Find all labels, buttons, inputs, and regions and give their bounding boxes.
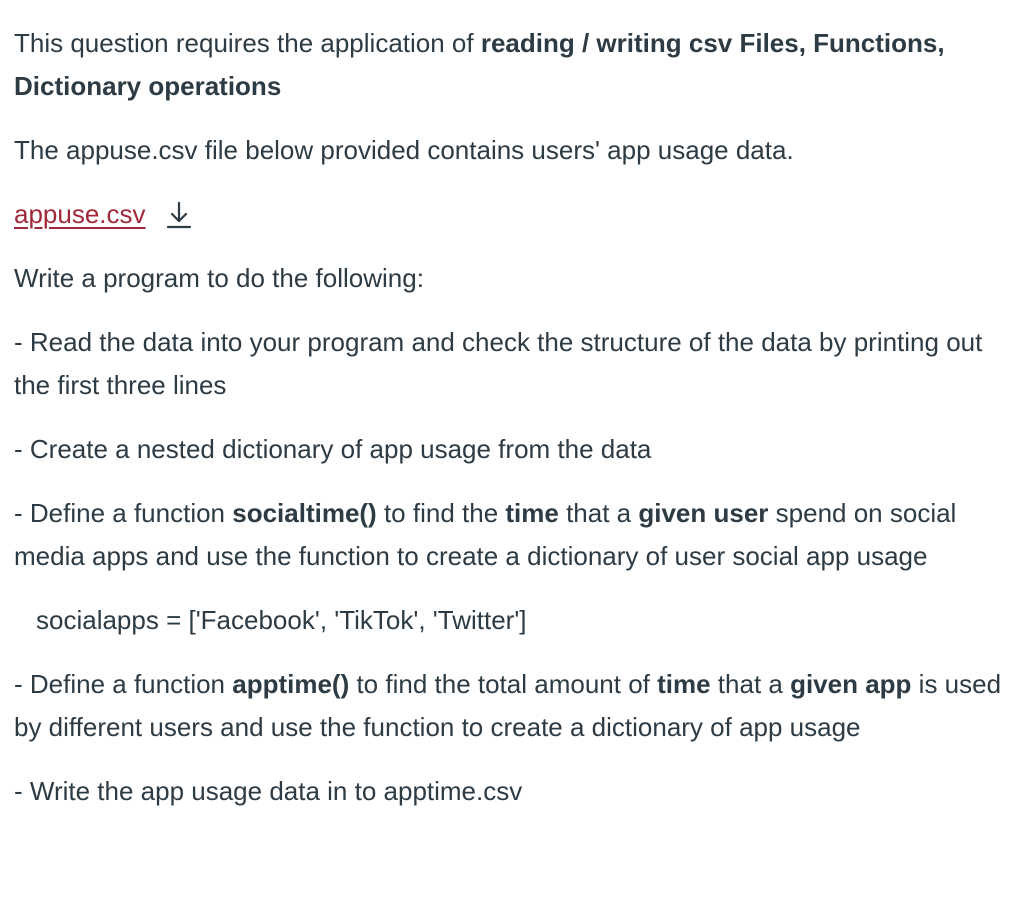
- function-name-apptime: apptime(): [232, 669, 350, 699]
- task-item-read-data: - Read the data into your program and check the structure of the data by printing out the first three lines: [14, 327, 983, 400]
- socialapps-code-line: socialapps = ['Facebook', 'TikTok', 'Twitter']: [36, 605, 527, 635]
- task-item-apptime: [14, 663, 1014, 749]
- function-name-socialtime: socialtime(): [232, 498, 377, 528]
- task-text: spend on social media apps and use the function to create a dictionary of user social app usage: [14, 498, 957, 571]
- keyword-given-app: given app: [790, 669, 912, 699]
- instruction-paragraph: Write a program to do the following:: [14, 263, 424, 293]
- task-text: - Define a function: [14, 498, 233, 528]
- task-text: to find the total amount of: [349, 669, 658, 699]
- task-text: that a: [710, 669, 791, 699]
- task-text: to find the: [376, 498, 506, 528]
- file-link-row: [14, 193, 1014, 236]
- description-paragraph: The appuse.csv file below provided contains users' app usage data.: [14, 135, 794, 165]
- task-item-write-csv: - Write the app usage data in to apptime.csv: [14, 776, 523, 806]
- intro-text: This question requires the application of: [14, 28, 481, 58]
- download-icon[interactable]: [166, 200, 192, 230]
- task-item-nested-dictionary: - Create a nested dictionary of app usage from the data: [14, 434, 652, 464]
- question-content: [14, 22, 1014, 834]
- task-text: - Define a function: [14, 669, 233, 699]
- keyword-given-user: given user: [638, 498, 769, 528]
- intro-paragraph: [14, 22, 1014, 108]
- keyword-time: time: [657, 669, 711, 699]
- keyword-time: time: [505, 498, 559, 528]
- appuse-csv-link[interactable]: appuse.csv: [14, 199, 146, 229]
- task-text: is used by different users and use the function to create a dictionary of app usage: [14, 669, 1002, 742]
- task-item-socialtime: [14, 492, 1014, 578]
- intro-topics: reading / writing csv Files, Functions, Dictionary operations: [14, 28, 945, 101]
- task-text: that a: [558, 498, 639, 528]
